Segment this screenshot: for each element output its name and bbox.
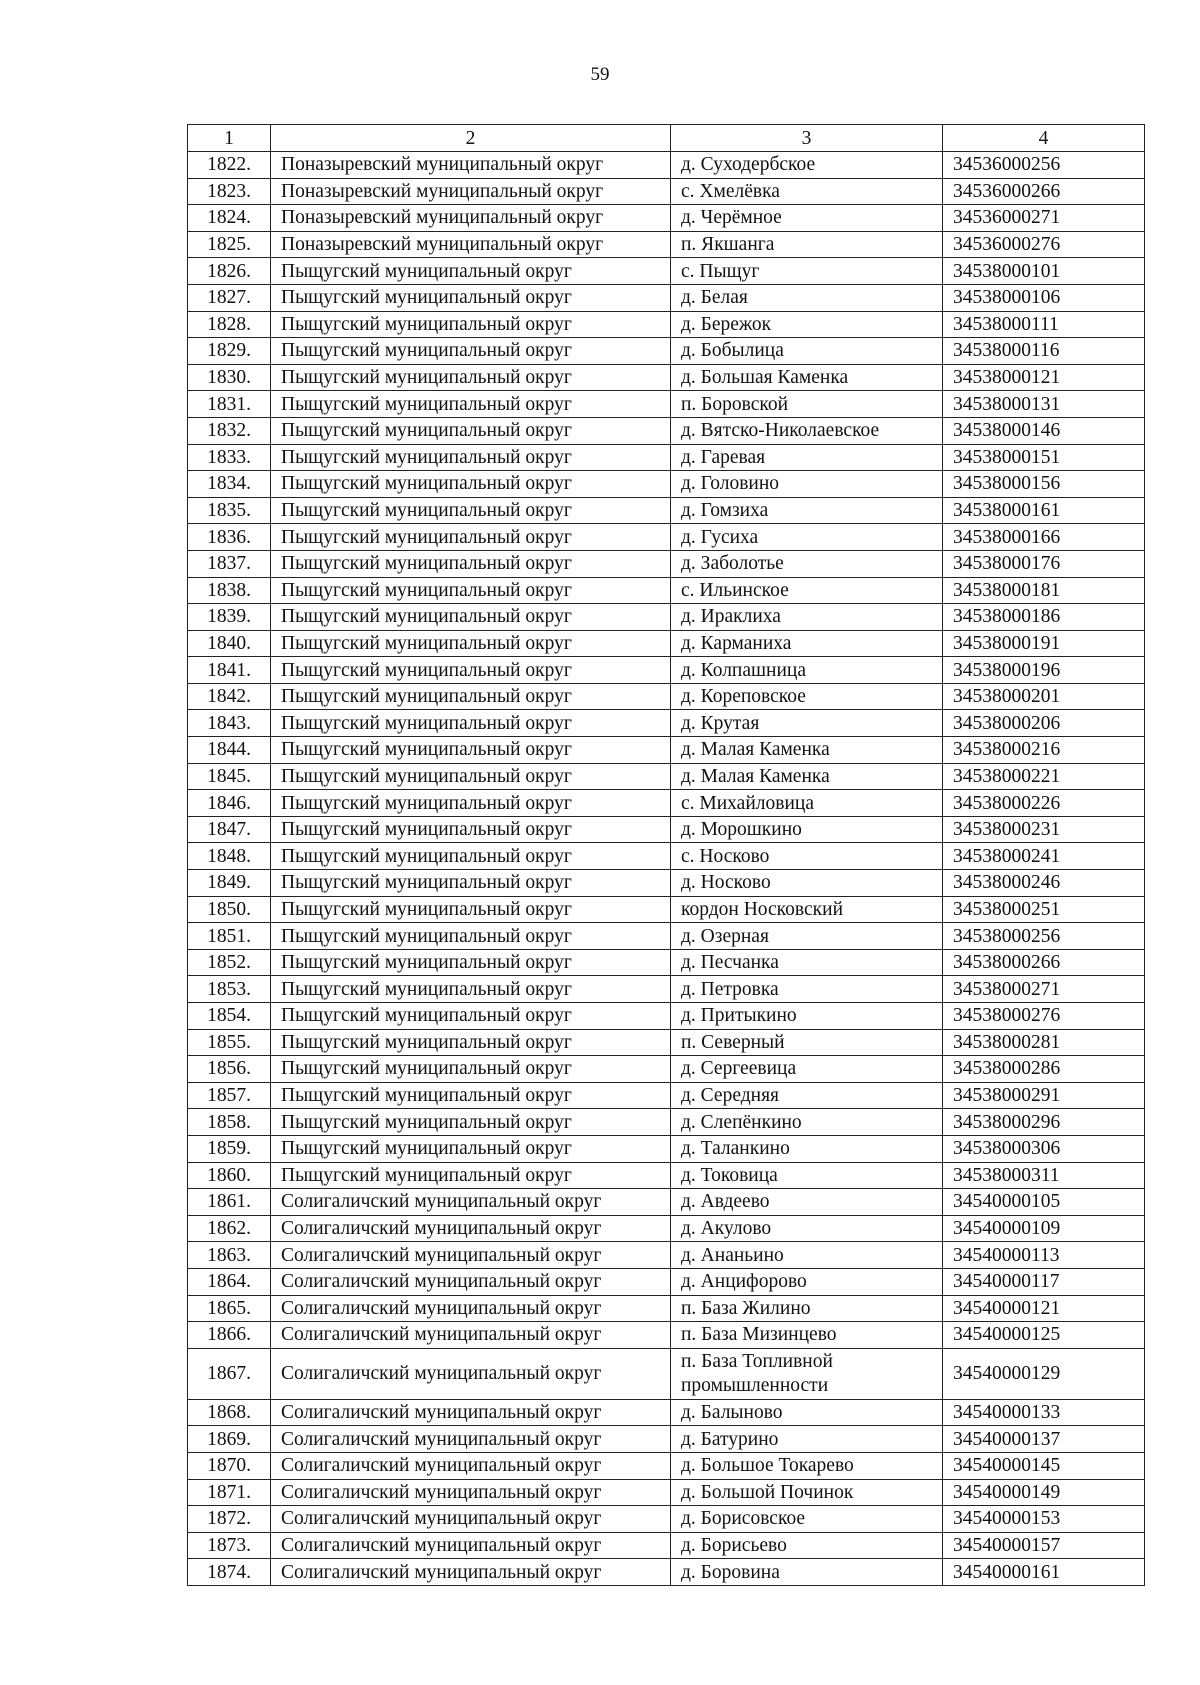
- settlement-cell: д. Кореповское: [671, 683, 943, 710]
- settlement-cell: д. Носково: [671, 870, 943, 897]
- settlement-cell: д. Боровина: [671, 1559, 943, 1586]
- settlement-cell: п. База Жилино: [671, 1295, 943, 1322]
- district-cell: Пыщугский муниципальный округ: [271, 1162, 671, 1189]
- row-number-cell: 1840.: [188, 630, 271, 657]
- settlement-cell: д. Суходербское: [671, 152, 943, 179]
- district-cell: Солигаличский муниципальный округ: [271, 1348, 671, 1399]
- table-row: [188, 1559, 1145, 1586]
- settlement-cell: с. Ильинское: [671, 577, 943, 604]
- district-cell: Пыщугский муниципальный округ: [271, 843, 671, 870]
- row-number-cell: 1844.: [188, 737, 271, 764]
- district-cell: Поназыревский муниципальный округ: [271, 152, 671, 179]
- table-row: [188, 391, 1145, 418]
- row-number-cell: 1872.: [188, 1506, 271, 1533]
- district-cell: Поназыревский муниципальный округ: [271, 231, 671, 258]
- settlement-cell: д. Сергеевица: [671, 1056, 943, 1083]
- district-cell: Пыщугский муниципальный округ: [271, 1109, 671, 1136]
- table-row: [188, 152, 1145, 179]
- code-cell: 34540000109: [943, 1215, 1145, 1242]
- table-row: [188, 1452, 1145, 1479]
- code-cell: 34538000226: [943, 790, 1145, 817]
- district-cell: Пыщугский муниципальный округ: [271, 550, 671, 577]
- district-cell: Пыщугский муниципальный округ: [271, 976, 671, 1003]
- code-cell: 34538000306: [943, 1135, 1145, 1162]
- district-cell: Пыщугский муниципальный округ: [271, 710, 671, 737]
- district-cell: Поназыревский муниципальный округ: [271, 205, 671, 232]
- header-col-3: 3: [671, 125, 943, 152]
- settlement-cell: с. Пыщуг: [671, 258, 943, 285]
- table-row: [188, 1242, 1145, 1269]
- code-cell: 34538000296: [943, 1109, 1145, 1136]
- code-cell: 34540000137: [943, 1426, 1145, 1453]
- code-cell: 34540000117: [943, 1268, 1145, 1295]
- table-row: [188, 604, 1145, 631]
- settlement-cell: д. Вятско-Николаевское: [671, 417, 943, 444]
- district-cell: Пыщугский муниципальный округ: [271, 1056, 671, 1083]
- settlement-cell: п. Северный: [671, 1029, 943, 1056]
- district-cell: Пыщугский муниципальный округ: [271, 737, 671, 764]
- table-row: [188, 258, 1145, 285]
- code-cell: 34540000149: [943, 1479, 1145, 1506]
- settlement-cell: д. Бобылица: [671, 338, 943, 365]
- settlement-cell: д. Большая Каменка: [671, 364, 943, 391]
- table-row: [188, 231, 1145, 258]
- district-cell: Солигаличский муниципальный округ: [271, 1322, 671, 1349]
- district-cell: Пыщугский муниципальный округ: [271, 471, 671, 498]
- row-number-cell: 1838.: [188, 577, 271, 604]
- code-cell: 34538000276: [943, 1003, 1145, 1030]
- district-cell: Пыщугский муниципальный округ: [271, 1003, 671, 1030]
- code-cell: 34536000271: [943, 205, 1145, 232]
- district-cell: Пыщугский муниципальный округ: [271, 417, 671, 444]
- settlement-cell: д. Борисовское: [671, 1506, 943, 1533]
- district-cell: Пыщугский муниципальный округ: [271, 311, 671, 338]
- table-row: [188, 1322, 1145, 1349]
- header-col-2: 2: [271, 125, 671, 152]
- district-cell: Пыщугский муниципальный округ: [271, 1082, 671, 1109]
- table-row: [188, 657, 1145, 684]
- settlement-cell: д. Борисьево: [671, 1532, 943, 1559]
- row-number-cell: 1843.: [188, 710, 271, 737]
- settlement-cell: д. Ананьино: [671, 1242, 943, 1269]
- settlement-cell: д. Батурино: [671, 1426, 943, 1453]
- code-cell: 34538000156: [943, 471, 1145, 498]
- settlements-table: [187, 124, 1145, 1586]
- code-cell: 34538000176: [943, 550, 1145, 577]
- table-row: [188, 630, 1145, 657]
- settlement-cell: д. Песчанка: [671, 949, 943, 976]
- table-row: [188, 1162, 1145, 1189]
- settlement-cell: д. Гусиха: [671, 524, 943, 551]
- table-row: [188, 843, 1145, 870]
- table-body: [188, 125, 1145, 1586]
- settlement-cell: д. Черёмное: [671, 205, 943, 232]
- code-cell: 34540000145: [943, 1452, 1145, 1479]
- district-cell: Пыщугский муниципальный округ: [271, 630, 671, 657]
- code-cell: 34538000221: [943, 763, 1145, 790]
- row-number-cell: 1831.: [188, 391, 271, 418]
- row-number-cell: 1869.: [188, 1426, 271, 1453]
- table-row: [188, 1135, 1145, 1162]
- code-cell: 34538000131: [943, 391, 1145, 418]
- code-cell: 34538000161: [943, 497, 1145, 524]
- table-row: [188, 870, 1145, 897]
- row-number-cell: 1825.: [188, 231, 271, 258]
- code-cell: 34540000121: [943, 1295, 1145, 1322]
- header-col-1: 1: [188, 125, 271, 152]
- row-number-cell: 1858.: [188, 1109, 271, 1136]
- row-number-cell: 1847.: [188, 816, 271, 843]
- row-number-cell: 1866.: [188, 1322, 271, 1349]
- table-row: [188, 896, 1145, 923]
- district-cell: Пыщугский муниципальный округ: [271, 790, 671, 817]
- district-cell: Пыщугский муниципальный округ: [271, 1029, 671, 1056]
- settlement-cell: д. Крутая: [671, 710, 943, 737]
- table-row: [188, 311, 1145, 338]
- table-row: [188, 1426, 1145, 1453]
- row-number-cell: 1868.: [188, 1399, 271, 1426]
- row-number-cell: 1841.: [188, 657, 271, 684]
- row-number-cell: 1855.: [188, 1029, 271, 1056]
- row-number-cell: 1826.: [188, 258, 271, 285]
- row-number-cell: 1862.: [188, 1215, 271, 1242]
- district-cell: Солигаличский муниципальный округ: [271, 1426, 671, 1453]
- code-cell: 34538000271: [943, 976, 1145, 1003]
- row-number-cell: 1860.: [188, 1162, 271, 1189]
- settlement-cell: д. Большое Токарево: [671, 1452, 943, 1479]
- code-cell: 34540000125: [943, 1322, 1145, 1349]
- settlement-cell: д. Озерная: [671, 923, 943, 950]
- district-cell: Солигаличский муниципальный округ: [271, 1399, 671, 1426]
- code-cell: 34538000251: [943, 896, 1145, 923]
- settlement-cell: д. Слепёнкино: [671, 1109, 943, 1136]
- code-cell: 34538000206: [943, 710, 1145, 737]
- row-number-cell: 1850.: [188, 896, 271, 923]
- code-cell: 34538000151: [943, 444, 1145, 471]
- settlement-cell: д. Колпашница: [671, 657, 943, 684]
- district-cell: Солигаличский муниципальный округ: [271, 1532, 671, 1559]
- row-number-cell: 1870.: [188, 1452, 271, 1479]
- district-cell: Пыщугский муниципальный округ: [271, 683, 671, 710]
- district-cell: Пыщугский муниципальный округ: [271, 577, 671, 604]
- row-number-cell: 1873.: [188, 1532, 271, 1559]
- settlement-cell: д. Малая Каменка: [671, 737, 943, 764]
- table-row: [188, 1295, 1145, 1322]
- row-number-cell: 1836.: [188, 524, 271, 551]
- row-number-cell: 1822.: [188, 152, 271, 179]
- code-cell: 34538000216: [943, 737, 1145, 764]
- district-cell: Солигаличский муниципальный округ: [271, 1559, 671, 1586]
- district-cell: Пыщугский муниципальный округ: [271, 657, 671, 684]
- table-row: [188, 205, 1145, 232]
- district-cell: Пыщугский муниципальный округ: [271, 604, 671, 631]
- row-number-cell: 1865.: [188, 1295, 271, 1322]
- row-number-cell: 1846.: [188, 790, 271, 817]
- table-row: [188, 178, 1145, 205]
- code-cell: 34538000181: [943, 577, 1145, 604]
- row-number-cell: 1851.: [188, 923, 271, 950]
- district-cell: Пыщугский муниципальный округ: [271, 870, 671, 897]
- settlement-cell: д. Балыново: [671, 1399, 943, 1426]
- code-cell: 34538000186: [943, 604, 1145, 631]
- settlement-cell: с. Носково: [671, 843, 943, 870]
- code-cell: 34538000266: [943, 949, 1145, 976]
- code-cell: 34540000161: [943, 1559, 1145, 1586]
- district-cell: Поназыревский муниципальный округ: [271, 178, 671, 205]
- row-number-cell: 1852.: [188, 949, 271, 976]
- row-number-cell: 1867.: [188, 1348, 271, 1399]
- row-number-cell: 1833.: [188, 444, 271, 471]
- row-number-cell: 1856.: [188, 1056, 271, 1083]
- row-number-cell: 1830.: [188, 364, 271, 391]
- settlement-cell: д. Ираклиха: [671, 604, 943, 631]
- table-row: [188, 1189, 1145, 1216]
- row-number-cell: 1854.: [188, 1003, 271, 1030]
- table-row: [188, 444, 1145, 471]
- code-cell: 34538000231: [943, 816, 1145, 843]
- settlement-cell: кордон Носковский: [671, 896, 943, 923]
- settlement-cell: д. Таланкино: [671, 1135, 943, 1162]
- row-number-cell: 1842.: [188, 683, 271, 710]
- table-row: [188, 497, 1145, 524]
- settlement-cell: д. Бережок: [671, 311, 943, 338]
- page-number: 59: [590, 64, 610, 85]
- district-cell: Пыщугский муниципальный округ: [271, 949, 671, 976]
- row-number-cell: 1859.: [188, 1135, 271, 1162]
- row-number-cell: 1827.: [188, 284, 271, 311]
- table-row: [188, 737, 1145, 764]
- table-row: [188, 923, 1145, 950]
- table-row: [188, 524, 1145, 551]
- settlement-cell: д. Гаревая: [671, 444, 943, 471]
- code-cell: 34538000196: [943, 657, 1145, 684]
- code-cell: 34536000256: [943, 152, 1145, 179]
- header-col-4: 4: [943, 125, 1145, 152]
- district-cell: Пыщугский муниципальный округ: [271, 444, 671, 471]
- settlement-cell: д. Токовица: [671, 1162, 943, 1189]
- table-row: [188, 471, 1145, 498]
- settlement-cell: с. Михайловица: [671, 790, 943, 817]
- code-cell: 34540000113: [943, 1242, 1145, 1269]
- district-cell: Пыщугский муниципальный округ: [271, 763, 671, 790]
- row-number-cell: 1829.: [188, 338, 271, 365]
- table-row: [188, 949, 1145, 976]
- table-header-row: [188, 125, 1145, 152]
- district-cell: Солигаличский муниципальный округ: [271, 1506, 671, 1533]
- district-cell: Пыщугский муниципальный округ: [271, 816, 671, 843]
- district-cell: Пыщугский муниципальный округ: [271, 497, 671, 524]
- table-row: [188, 1082, 1145, 1109]
- table-row: [188, 976, 1145, 1003]
- table-row: [188, 1056, 1145, 1083]
- code-cell: 34538000116: [943, 338, 1145, 365]
- district-cell: Пыщугский муниципальный округ: [271, 391, 671, 418]
- settlement-cell: д. Анцифорово: [671, 1268, 943, 1295]
- settlement-cell: д. Петровка: [671, 976, 943, 1003]
- district-cell: Солигаличский муниципальный округ: [271, 1268, 671, 1295]
- table-row: [188, 710, 1145, 737]
- settlement-cell: д. Акулово: [671, 1215, 943, 1242]
- table-row: [188, 1532, 1145, 1559]
- row-number-cell: 1874.: [188, 1559, 271, 1586]
- row-number-cell: 1864.: [188, 1268, 271, 1295]
- district-cell: Пыщугский муниципальный округ: [271, 524, 671, 551]
- table-row: [188, 364, 1145, 391]
- table-row: [188, 1215, 1145, 1242]
- row-number-cell: 1845.: [188, 763, 271, 790]
- table-row: [188, 816, 1145, 843]
- district-cell: Солигаличский муниципальный округ: [271, 1242, 671, 1269]
- settlement-cell: д. Авдеево: [671, 1189, 943, 1216]
- district-cell: Солигаличский муниципальный округ: [271, 1479, 671, 1506]
- code-cell: 34538000256: [943, 923, 1145, 950]
- table-row: [188, 1399, 1145, 1426]
- table-row: [188, 417, 1145, 444]
- code-cell: 34538000241: [943, 843, 1145, 870]
- settlement-cell: д. Притыкино: [671, 1003, 943, 1030]
- code-cell: 34538000111: [943, 311, 1145, 338]
- row-number-cell: 1863.: [188, 1242, 271, 1269]
- district-cell: Солигаличский муниципальный округ: [271, 1189, 671, 1216]
- district-cell: Пыщугский муниципальный округ: [271, 284, 671, 311]
- code-cell: 34538000281: [943, 1029, 1145, 1056]
- table-row: [188, 1506, 1145, 1533]
- row-number-cell: 1835.: [188, 497, 271, 524]
- row-number-cell: 1837.: [188, 550, 271, 577]
- code-cell: 34538000146: [943, 417, 1145, 444]
- table-row: [188, 1003, 1145, 1030]
- table-row: [188, 683, 1145, 710]
- code-cell: 34538000291: [943, 1082, 1145, 1109]
- row-number-cell: 1848.: [188, 843, 271, 870]
- code-cell: 34538000286: [943, 1056, 1145, 1083]
- table-row: [188, 1268, 1145, 1295]
- row-number-cell: 1832.: [188, 417, 271, 444]
- settlement-cell: с. Хмелёвка: [671, 178, 943, 205]
- settlement-cell: п. База Топливной промышленности: [671, 1348, 943, 1399]
- code-cell: 34538000101: [943, 258, 1145, 285]
- table-row: [188, 1029, 1145, 1056]
- settlement-cell: д. Гомзиха: [671, 497, 943, 524]
- code-cell: 34536000276: [943, 231, 1145, 258]
- settlement-cell: д. Головино: [671, 471, 943, 498]
- settlement-cell: д. Малая Каменка: [671, 763, 943, 790]
- code-cell: 34540000133: [943, 1399, 1145, 1426]
- district-cell: Пыщугский муниципальный округ: [271, 923, 671, 950]
- code-cell: 34540000129: [943, 1348, 1145, 1399]
- code-cell: 34538000191: [943, 630, 1145, 657]
- code-cell: 34540000157: [943, 1532, 1145, 1559]
- row-number-cell: 1828.: [188, 311, 271, 338]
- table-row: [188, 550, 1145, 577]
- settlement-cell: п. Якшанга: [671, 231, 943, 258]
- row-number-cell: 1857.: [188, 1082, 271, 1109]
- table-row: [188, 763, 1145, 790]
- code-cell: 34540000105: [943, 1189, 1145, 1216]
- settlement-cell: д. Морошкино: [671, 816, 943, 843]
- district-cell: Солигаличский муниципальный округ: [271, 1215, 671, 1242]
- settlement-cell: д. Белая: [671, 284, 943, 311]
- table-row: [188, 577, 1145, 604]
- code-cell: 34538000311: [943, 1162, 1145, 1189]
- district-cell: Пыщугский муниципальный округ: [271, 258, 671, 285]
- row-number-cell: 1849.: [188, 870, 271, 897]
- settlement-cell: п. Боровской: [671, 391, 943, 418]
- district-cell: Солигаличский муниципальный округ: [271, 1295, 671, 1322]
- district-cell: Пыщугский муниципальный округ: [271, 364, 671, 391]
- code-cell: 34538000106: [943, 284, 1145, 311]
- code-cell: 34538000121: [943, 364, 1145, 391]
- code-cell: 34538000246: [943, 870, 1145, 897]
- code-cell: 34536000266: [943, 178, 1145, 205]
- district-cell: Пыщугский муниципальный округ: [271, 1135, 671, 1162]
- table-row: [188, 1109, 1145, 1136]
- row-number-cell: 1853.: [188, 976, 271, 1003]
- district-cell: Пыщугский муниципальный округ: [271, 338, 671, 365]
- settlement-cell: д. Большой Починок: [671, 1479, 943, 1506]
- row-number-cell: 1834.: [188, 471, 271, 498]
- code-cell: 34540000153: [943, 1506, 1145, 1533]
- table-row: [188, 284, 1145, 311]
- settlement-cell: д. Карманиха: [671, 630, 943, 657]
- settlement-cell: д. Заболотье: [671, 550, 943, 577]
- row-number-cell: 1839.: [188, 604, 271, 631]
- row-number-cell: 1861.: [188, 1189, 271, 1216]
- settlement-cell: д. Середняя: [671, 1082, 943, 1109]
- row-number-cell: 1824.: [188, 205, 271, 232]
- table-row: [188, 1348, 1145, 1399]
- settlement-cell: п. База Мизинцево: [671, 1322, 943, 1349]
- code-cell: 34538000201: [943, 683, 1145, 710]
- table-row: [188, 1479, 1145, 1506]
- row-number-cell: 1823.: [188, 178, 271, 205]
- table-row: [188, 790, 1145, 817]
- table-row: [188, 338, 1145, 365]
- row-number-cell: 1871.: [188, 1479, 271, 1506]
- district-cell: Солигаличский муниципальный округ: [271, 1452, 671, 1479]
- district-cell: Пыщугский муниципальный округ: [271, 896, 671, 923]
- code-cell: 34538000166: [943, 524, 1145, 551]
